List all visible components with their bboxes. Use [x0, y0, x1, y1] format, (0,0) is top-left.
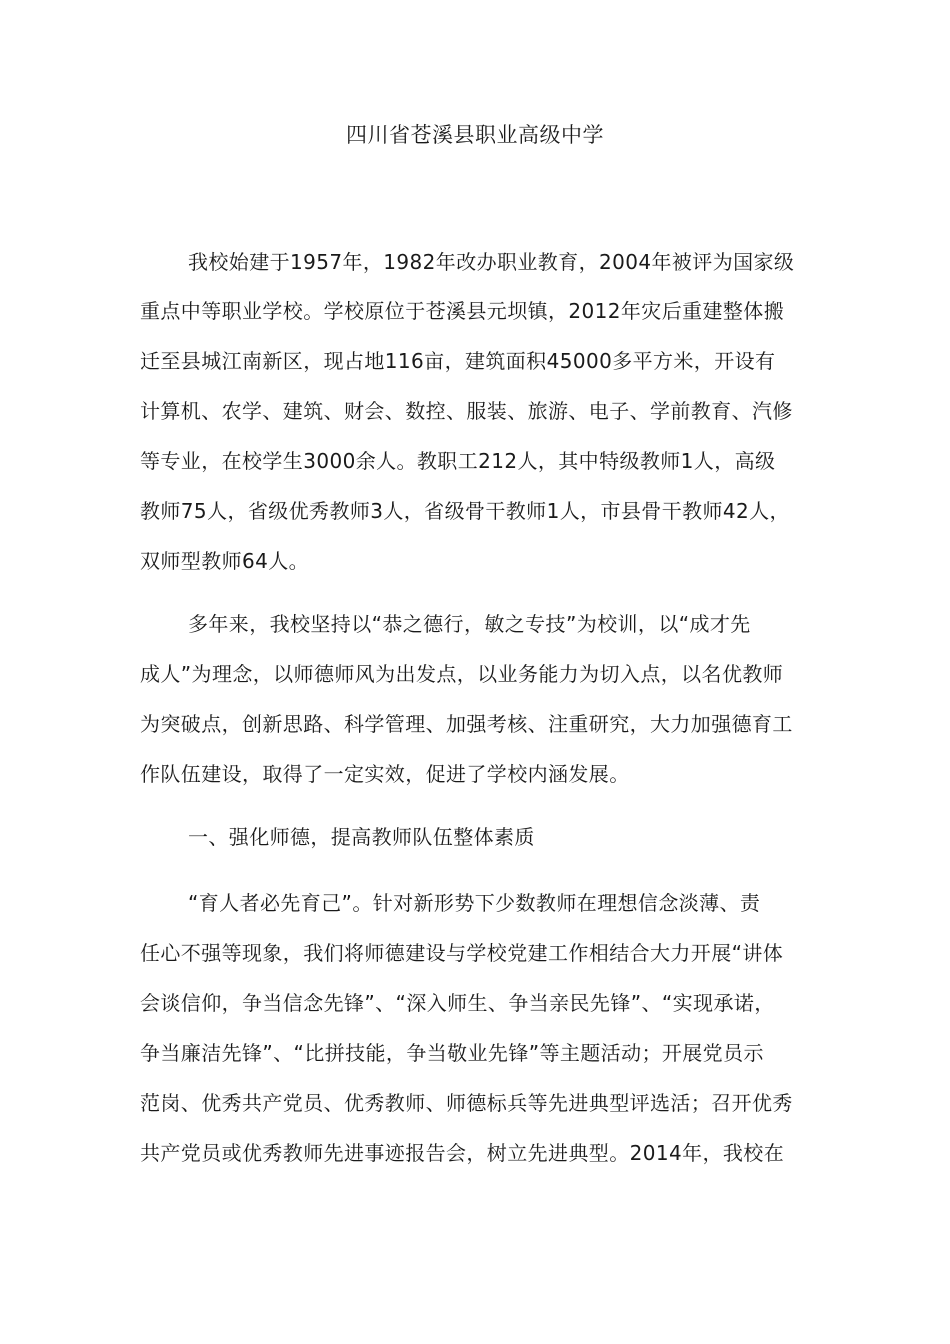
paragraph-line: 迁至县城江南新区，现占地116亩，建筑面积45000多平方米，开设有: [140, 349, 776, 373]
paragraph-line: 作队伍建设，取得了一定实效，促进了学校内涵发展。: [140, 762, 630, 786]
paragraph-line: 会谈信仰，争当信念先锋”、“深入师生、争当亲民先锋”、“实现承诺，: [140, 991, 775, 1015]
paragraph-line: 为突破点，创新思路、科学管理、加强考核、注重研究，大力加强德育工: [140, 712, 793, 736]
paragraph-line: “育人者必先育己”。针对新形势下少数教师在理想信念淡薄、责: [188, 891, 761, 915]
paragraph-line: 教师75人，省级优秀教师3人，省级骨干教师1人，市县骨干教师42人，: [140, 499, 790, 523]
paragraph-line: 争当廉洁先锋”、“比拼技能，争当敬业先锋”等主题活动；开展党员示: [140, 1041, 764, 1065]
paragraph-line: 双师型教师64人。: [140, 549, 310, 573]
paragraph-line: 共产党员或优秀教师先进事迹报告会，树立先进典型。2014年，我校在: [140, 1141, 785, 1165]
section-heading: 一、强化师德，提高教师队伍整体素质: [188, 825, 535, 849]
document-title: 四川省苍溪县职业高级中学: [346, 123, 604, 147]
paragraph-line: 成人”为理念，以师德师风为出发点，以业务能力为切入点，以名优教师: [140, 662, 784, 686]
paragraph-line: 多年来，我校坚持以“恭之德行，敏之专技”为校训，以“成才先: [188, 612, 751, 636]
paragraph-line: 等专业，在校学生3000余人。教职工212人，其中特级教师1人，高级: [140, 449, 776, 473]
paragraph-line: 计算机、农学、建筑、财会、数控、服装、旅游、电子、学前教育、汽修: [140, 399, 793, 423]
paragraph-line: 范岗、优秀共产党员、优秀教师、师德标兵等先进典型评选活；召开优秀: [140, 1091, 793, 1115]
paragraph-line: 我校始建于1957年，1982年改办职业教育，2004年被评为国家级: [188, 250, 795, 274]
paragraph-line: 重点中等职业学校。学校原位于苍溪县元坝镇，2012年灾后重建整体搬: [140, 299, 785, 323]
paragraph-line: 任心不强等现象，我们将师德建设与学校党建工作相结合大力开展“讲体: [140, 941, 784, 965]
